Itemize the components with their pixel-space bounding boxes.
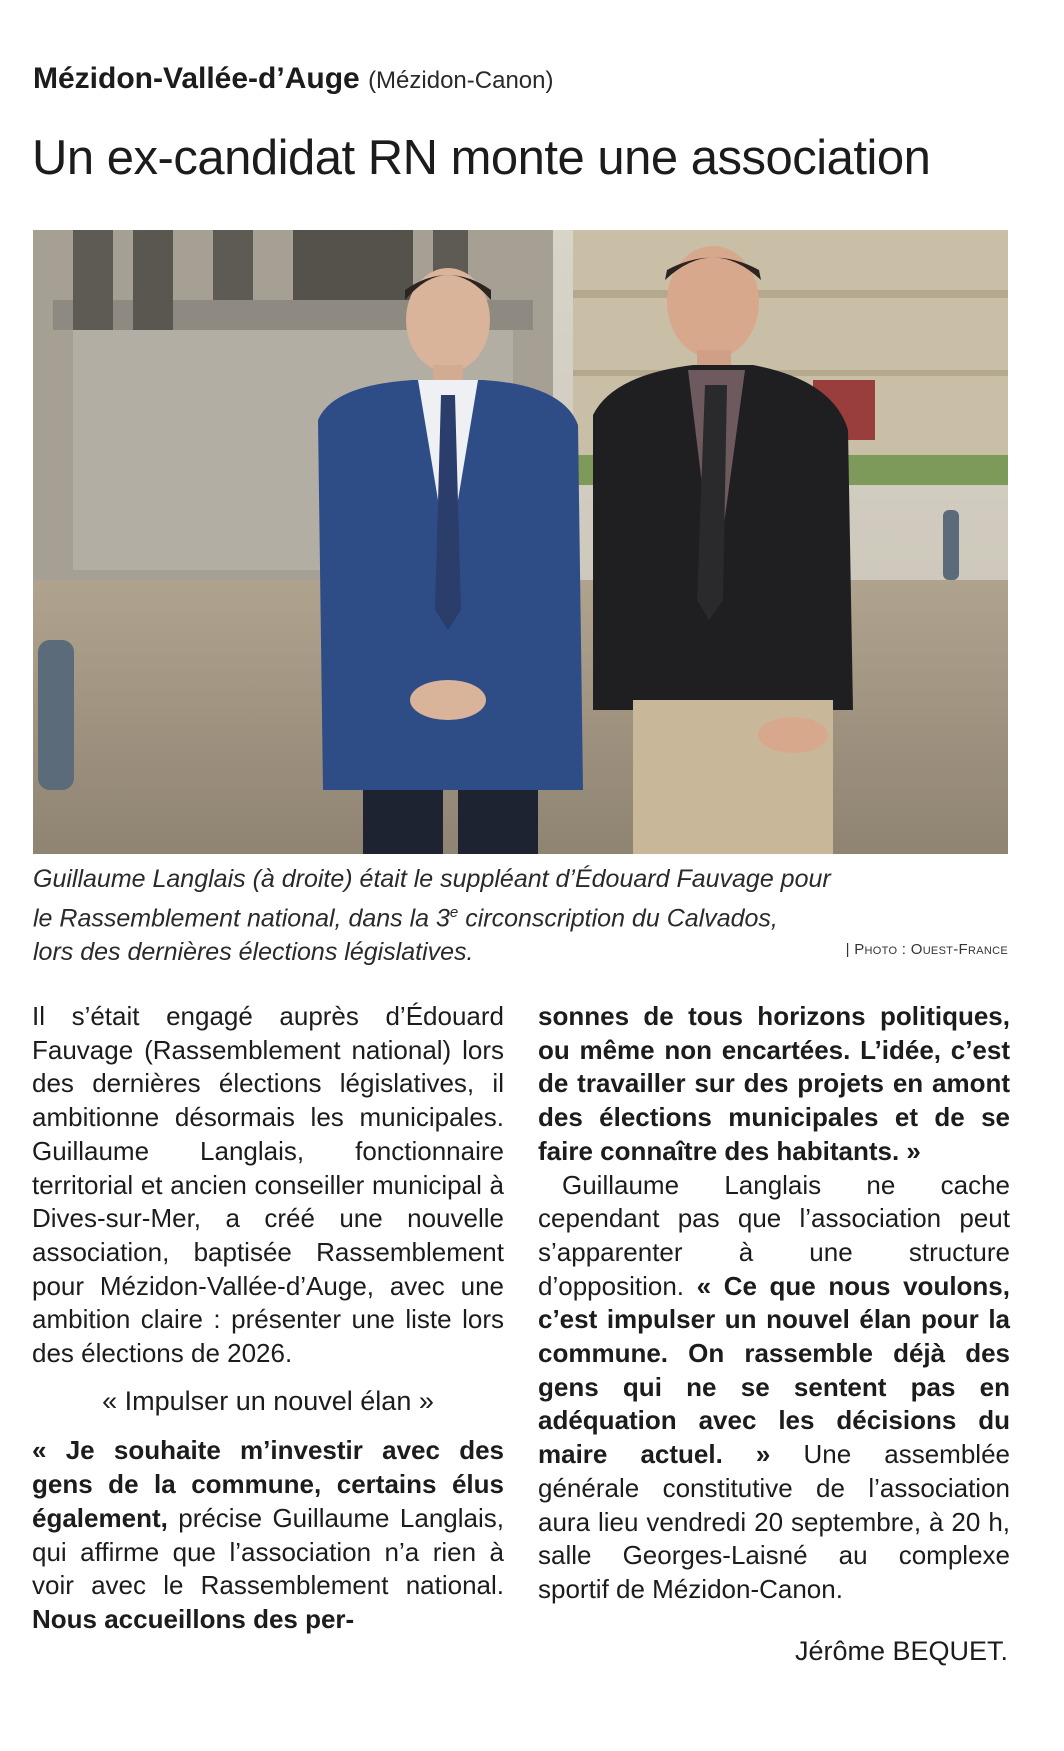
paragraph-closing	[538, 1169, 1010, 1607]
caption-line-2	[33, 896, 1008, 935]
closing-bold-quote: « Ce que nous voulons, c’est impulser un nouvel élan pour la commune. On rassemble déjà des gens qui ne se sentent pas en adéquation avec les décisions du maire actuel. »	[538, 1270, 1010, 1470]
closing-regular-1: Guillaume Langlais ne cache cependant pas que l’association peut s’apparenter à une structure d’opposition.	[538, 1169, 1010, 1301]
article-photo	[33, 230, 1008, 854]
quote-bold-1: « Je souhaite m’investir avec des gens de la commune, certains élus également,	[32, 1435, 504, 1533]
caption-line-2-start: le Rassemblement national, dans la 3	[33, 904, 450, 933]
article-column-left	[32, 1000, 504, 1637]
quote-bold-2: Nous accueillons des per-	[32, 1603, 355, 1634]
quote-regular-1: précise Guillaume Langlais, qui affirme que l’association n’a rien à voir avec le Rassemblement national.	[32, 1502, 504, 1601]
photo-credit: | Photo : Ouest-France	[845, 941, 1008, 958]
author-signature: Jérôme BEQUET.	[794, 1636, 1008, 1666]
location-kicker	[33, 62, 553, 96]
caption-line-3: lors des dernières élections législatives.	[33, 938, 474, 967]
paragraph-quote	[32, 1434, 504, 1636]
caption-superscript: e	[449, 904, 459, 921]
location-subtitle: (Mézidon-Canon)	[368, 67, 554, 94]
subheading: « Impulser un nouvel élan »	[102, 1385, 434, 1416]
photo-illustration	[33, 230, 1008, 854]
paragraph-intro: Il s’était engagé auprès d’Édouard Fauvage (Rassemblement national) lors des dernières élections législatives, il ambitionne désormais les municipales. Guillaume Langlais, fonctionnaire territorial et ancien conseiller municipal à Dives-sur-Mer, a créé une nouvelle association, baptisée Rassemblement pour Mézidon-Vallée-d’Auge, avec une ambition claire : présenter une liste lors des élections de 2026.	[32, 1001, 504, 1369]
closing-regular-2: Une assemblée générale constitutive de l’association aura lieu vendredi 20 septembre, à 20 h, salle Georges-Laisné au complexe sportif de Mézidon-Canon.	[538, 1439, 1010, 1604]
headline: Un ex-candidat RN monte une association	[32, 131, 931, 185]
caption-line-2-end: circonscription du Calvados,	[458, 904, 778, 933]
location-name: Mézidon-Vallée-d’Auge	[33, 62, 360, 95]
paragraph-quote-continued: sonnes de tous horizons politiques, ou même non encartées. L’idée, c’est de travailler sur des projets en amont des élections municipales et de se faire connaître des habitants. »	[538, 1001, 1010, 1166]
caption-line-1: Guillaume Langlais (à droite) était le suppléant d’Édouard Fauvage pour	[33, 865, 831, 893]
article-column-right	[538, 1000, 1010, 1607]
